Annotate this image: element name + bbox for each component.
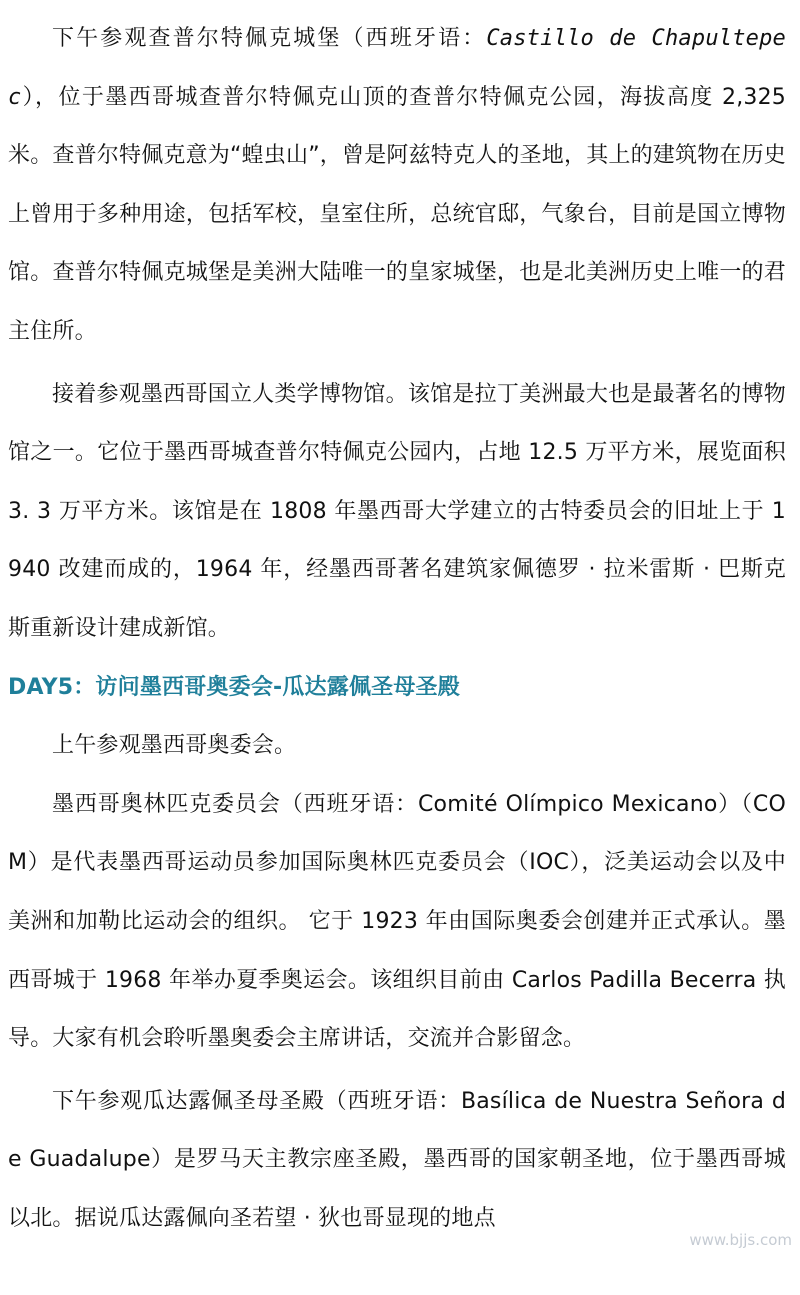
spanish-name: Castillo de Chapultepec [8, 26, 786, 110]
paragraph-text: ），位于墨西哥城查普尔特佩克山顶的查普尔特佩克公园，海拔高度 2,325 米。查普尔特佩克意为“蝗虫山”，曾是阿兹特克人的圣地，其上的建筑物在历史上曾用于多种用途，包括军校，皇室住所，总统官邸，气象台，目前是国立博物馆。查普尔特佩克城堡是美洲大陆唯一的皇家城堡，也是北美洲历史上唯一的君主住所。 [8, 84, 786, 344]
paragraph-text: 下午参观查普尔特佩克城堡（西班牙语： [52, 26, 487, 51]
paragraph-olympic-committee: 墨西哥奥林匹克委员会（西班牙语：Comité Olímpico Mexicano）（COM）是代表墨西哥运动员参加国际奥林匹克委员会（IOC），泛美运动会以及中美洲和加勒比运动会的组织。 它于 1923 年由国际奥委会创建并正式承认。墨西哥城于 1968 年举办夏季奥运会。该组织目前由 Carlos Padilla Becerra 执导。大家有机会聆听墨奥委会主席讲话，交流并合影留念。 [8, 791, 786, 1052]
paragraph-morning-visit: 上午参观墨西哥奥委会。 [52, 733, 297, 759]
paragraph-anthropology-museum: 接着参观墨西哥国立人类学博物馆。该馆是拉丁美洲最大也是最著名的博物馆之一。它位于墨西哥城查普尔特佩克公园内，占地 12.5 万平方米，展览面积 3. 3 万平方米。该馆是在 1808 年墨西哥大学建立的古特委员会的旧址上于 1940 改建而成的，1964 年，经墨西哥著名建筑家佩德罗 · 拉米雷斯 · 巴斯克斯重新设计建成新馆。 [8, 381, 786, 641]
paragraph-chapultepec-castle [8, 10, 786, 362]
paragraph-guadalupe-basilica: 下午参观瓜达露佩圣母圣殿（西班牙语：Basílica de Nuestra Señora de Guadalupe）是罗马天主教宗座圣殿，墨西哥的国家朝圣地，位于墨西哥城以北。据说瓜达露佩向圣若望 · 狄也哥显现的地点 [8, 1088, 786, 1231]
day5-heading: DAY5：访问墨西哥奥委会-瓜达露佩圣母圣殿 [8, 674, 460, 700]
watermark: www.bjjs.com [689, 1231, 792, 1249]
